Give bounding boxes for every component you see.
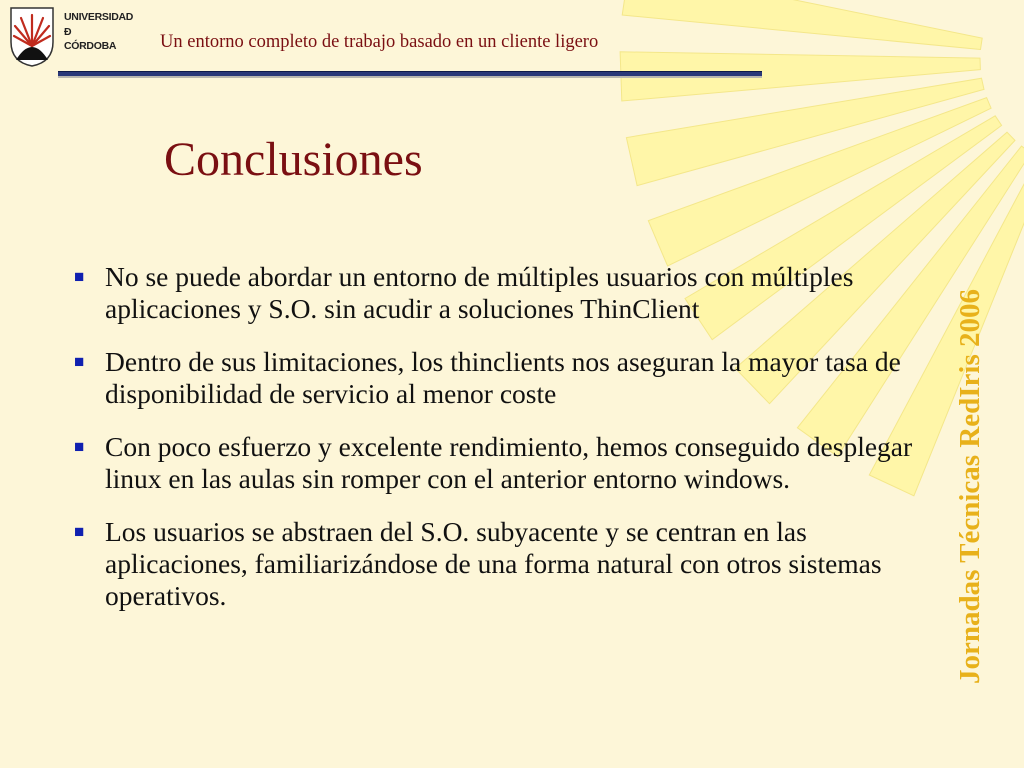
university-logo: [8, 4, 138, 70]
bullet-list: [70, 261, 940, 633]
bullet-square-icon: ■: [74, 267, 85, 286]
bullet-text: Con poco esfuerzo y excelente rendimiento, hemos conseguido desplegar linux en las aulas sin romper con el anterior entorno windows.: [105, 431, 913, 494]
logo-line-2: Đ: [64, 25, 72, 38]
sunburst-ray: [622, 0, 982, 50]
university-name: [64, 10, 133, 54]
slide-title: Conclusiones: [164, 133, 423, 186]
logo-line-3: CÓRDOBA: [64, 40, 117, 52]
bullet-square-icon: ■: [74, 352, 85, 371]
bullet-item: [70, 431, 940, 495]
university-shield-icon: [8, 4, 58, 68]
bullet-square-icon: ■: [74, 522, 85, 541]
logo-line-1: UNIVERSIDAD: [64, 11, 134, 23]
bullet-square-icon: ■: [74, 437, 85, 456]
bullet-text: No se puede abordar un entorno de múltiples usuarios con múltiples aplicaciones y S.O. sin acudir a soluciones ThinClient: [105, 261, 854, 324]
event-side-caption: Jornadas Técnicas RedIris 2006: [954, 288, 986, 684]
bullet-item: [70, 346, 940, 410]
bullet-text: Los usuarios se abstraen del S.O. subyacente y se centran en las aplicaciones, familiarizándose de una forma natural con otros sistemas operativos.: [105, 516, 882, 611]
header-rule: [58, 71, 762, 78]
bullet-item: [70, 261, 940, 325]
bullet-text: Dentro de sus limitaciones, los thinclients nos aseguran la mayor tasa de disponibilidad de servicio al menor coste: [105, 346, 901, 409]
bullet-item: [70, 516, 940, 612]
header-subtitle: Un entorno completo de trabajo basado en un cliente ligero: [160, 32, 599, 52]
